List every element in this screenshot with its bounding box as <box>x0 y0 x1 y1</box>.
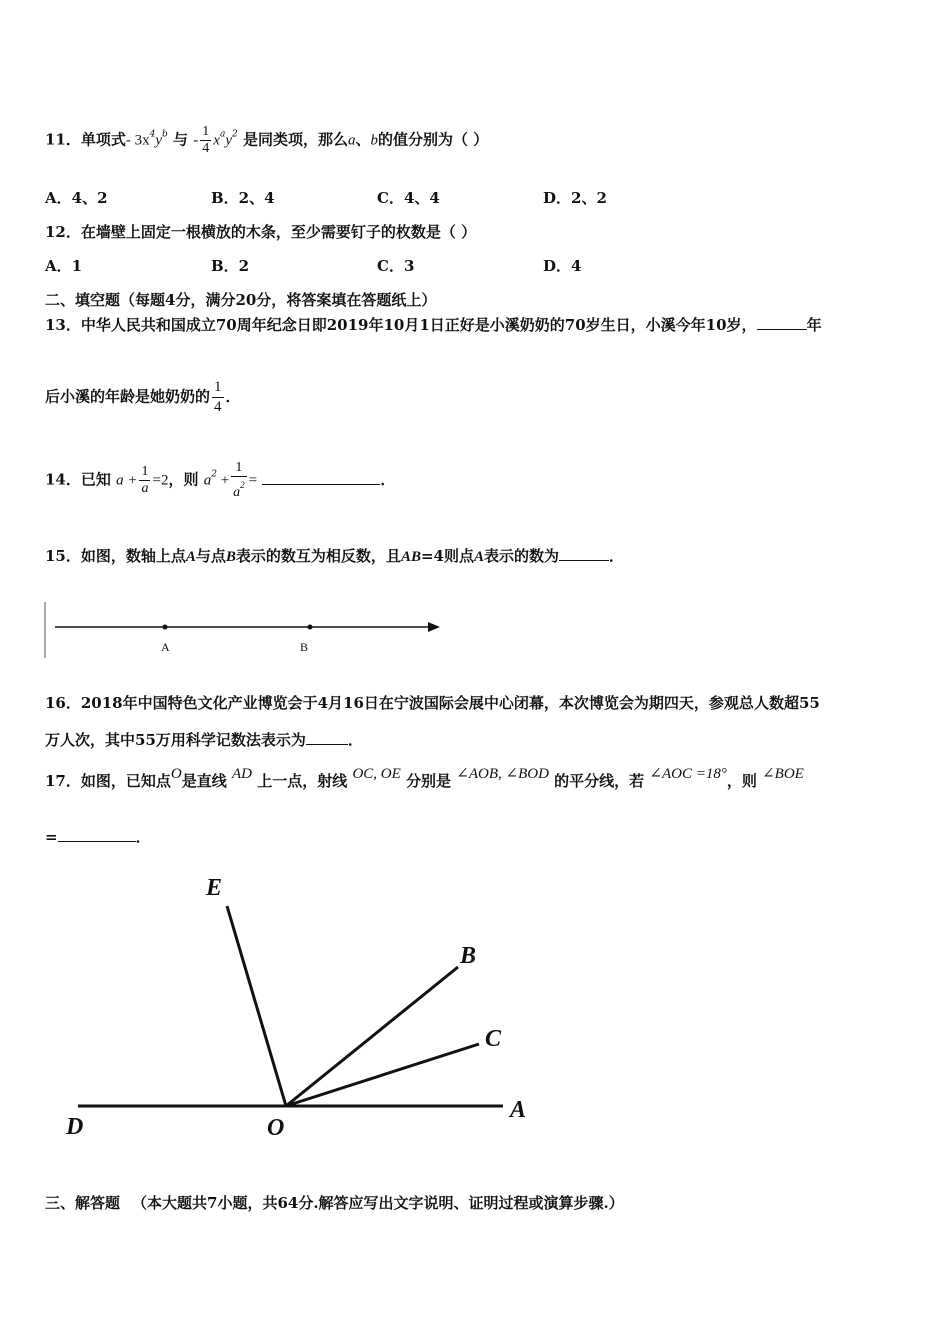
section3-note: （本大题共7小题，共64分.解答应写出文字说明、证明过程或演算步骤.） <box>132 1194 624 1212</box>
section3-heading <box>45 1192 624 1213</box>
q16-text2: 万人次，其中55万用科学记数法表示为 <box>45 731 306 749</box>
q14-eq2-fraction <box>231 460 247 501</box>
q11-option-c[interactable]: C．4、4 <box>377 189 440 207</box>
q14-text-given: 14．已知 <box>45 470 111 489</box>
q14-eq2-numerator: 1 <box>235 460 243 475</box>
q11-frac-numerator: 1 <box>202 124 210 139</box>
q14-eq2-equals: = <box>248 472 258 489</box>
q14-line <box>45 460 395 501</box>
q17-text3: 上一点，射线 <box>257 772 348 790</box>
q13-frac-numerator: 1 <box>214 379 222 395</box>
q17-point-o: O <box>170 766 182 782</box>
q17-line2 <box>45 826 151 847</box>
q15-text2: 与点 <box>195 547 226 565</box>
q17-text4: 分别是 <box>406 772 452 790</box>
q15-label-b: B <box>300 640 309 654</box>
q11-options <box>45 187 905 207</box>
q14-eq2-denominator: a <box>233 485 241 500</box>
q14-eq2-a: a <box>203 472 212 489</box>
q12-option-b[interactable]: B．2 <box>211 257 250 275</box>
q14-eq1-a: a + <box>116 472 138 489</box>
q15-answer-blank[interactable] <box>559 546 609 561</box>
q15-text1: 15．如图，数轴上点 <box>45 547 186 565</box>
q13-text-year: 年 <box>806 316 822 334</box>
q14-eq1-rhs: =2 <box>152 472 169 489</box>
q17-asked-angle: ∠BOE <box>762 766 804 782</box>
q13-fraction <box>212 378 224 417</box>
q17-text6: ，则 <box>726 772 757 790</box>
q11-option-b[interactable]: B．2、4 <box>211 189 275 207</box>
q13-answer-blank[interactable] <box>757 315 807 330</box>
q17-line-ad: AD <box>231 766 252 782</box>
q17-label-c: C <box>485 1026 502 1052</box>
q11-text-question: 的值分别为（ ） <box>378 130 489 149</box>
q17-label-o: O <box>267 1115 285 1141</box>
q17-answer-blank[interactable] <box>58 827 136 842</box>
q15-label-a: A <box>161 640 170 654</box>
q12-option-d[interactable]: D．4 <box>543 257 582 275</box>
q11-separator: 、 <box>355 130 371 149</box>
q11-monomial2-var-x: x <box>213 132 220 149</box>
q14-eq1-denominator: a <box>141 481 149 496</box>
q17-ray-ob <box>286 967 458 1106</box>
q13-text: 13．中华人民共和国成立70周年纪念日即2019年10月1日正好是小溪奶奶的70岁生日，小溪今年10岁， <box>45 316 757 334</box>
q16-period: ． <box>347 731 363 749</box>
q12-text: 12．在墙壁上固定一根横放的木条，至少需要钉子的枚数是（ ） <box>45 223 477 241</box>
q15-text3: 表示的数互为相反数，且 <box>235 547 401 565</box>
q17-ray-oc <box>286 1044 479 1106</box>
q15-line <box>45 545 624 566</box>
q17-label-b: B <box>460 943 477 969</box>
q15-number-line-arrow <box>428 622 440 632</box>
q17-label-e: E <box>206 875 223 901</box>
q11-monomial2-var-y: y <box>225 132 233 149</box>
q15-point-a: A <box>185 549 196 565</box>
q14-period: ． <box>380 470 396 489</box>
q13-text-continued: 后小溪的年龄是她奶奶的 <box>45 387 211 406</box>
q15-point-b: B <box>225 549 236 565</box>
q17-angles: ∠AOB, ∠BOD <box>456 766 549 782</box>
q11-frac-denominator: 4 <box>202 141 210 156</box>
q17-period: ． <box>135 828 151 846</box>
q14-eq2-plus: + <box>216 472 230 489</box>
q11-text-monomial: 单项式 <box>80 130 126 149</box>
q17-ray-oe <box>227 906 286 1106</box>
q11-monomial2-exp-x: a <box>219 129 226 140</box>
q14-eq1-numerator: 1 <box>141 464 149 479</box>
q11-var-b: b <box>370 132 379 149</box>
q15-point-a-again: A <box>473 549 484 565</box>
q11-monomial1-exp-x: 4 <box>149 129 156 140</box>
section2-heading: 二、填空题（每题4分，满分20分，将答案填在答题纸上） <box>45 291 437 309</box>
q12-option-c[interactable]: C．3 <box>377 257 415 275</box>
q17-text2: 是直线 <box>181 772 227 790</box>
q11-monomial2-exp-y: 2 <box>232 129 238 140</box>
q14-eq1-fraction <box>139 464 150 497</box>
q17-text5: 的平分线，若 <box>554 772 645 790</box>
q17-rays: OC, OE <box>352 766 401 782</box>
q17-given-angle: ∠AOC =18° <box>649 766 727 782</box>
q16-line1: 16．2018年中国特色文化产业博览会于4月16日在宁波国际会展中心闭幕，本次博览会为期四天，参观总人数超55 <box>45 694 820 712</box>
q15-number-line-figure <box>40 598 460 664</box>
section3-title: 三、解答题 <box>45 1194 121 1212</box>
q13-period: ． <box>225 387 241 406</box>
q17-equals: = <box>45 828 58 846</box>
q13-frac-denominator: 4 <box>214 399 222 415</box>
q16-answer-blank[interactable] <box>306 730 348 745</box>
q15-point-a-dot <box>163 625 168 630</box>
q13-line2 <box>45 378 241 417</box>
q15-text5: 表示的数为 <box>483 547 559 565</box>
q15-segment-ab: AB <box>400 549 421 565</box>
q17-angle-figure <box>0 860 560 1150</box>
q11-number: 11． <box>45 130 81 149</box>
q12-options <box>45 255 905 275</box>
q11-monomial2-fraction <box>200 124 211 157</box>
q11-line <box>45 124 488 157</box>
q13-line1 <box>45 314 822 335</box>
q17-line1 <box>45 766 804 791</box>
q11-option-a[interactable]: A．4、2 <box>45 189 108 207</box>
q15-period: ． <box>609 547 625 565</box>
q11-monomial1-coef: - 3x <box>125 132 150 149</box>
q14-text-then: ，则 <box>168 470 199 489</box>
q11-var-a: a <box>348 132 356 149</box>
q15-text4: =4则点 <box>420 547 474 565</box>
q14-eq2-exp: 2 <box>211 469 217 480</box>
q17-label-d: D <box>66 1114 84 1140</box>
q12-option-a[interactable]: A．1 <box>45 257 83 275</box>
q17-label-a: A <box>510 1097 527 1123</box>
q17-text1: 17．如图，已知点 <box>45 772 171 790</box>
q14-eq2-denominator-exp: 2 <box>240 480 245 490</box>
q14-answer-blank[interactable] <box>262 470 380 485</box>
q11-text-and: 与 <box>173 130 189 149</box>
q11-text-similar: 是同类项，那么 <box>242 130 348 149</box>
q11-monomial1-var-y: y <box>155 132 163 149</box>
q11-monomial1-exp-y: b <box>162 129 168 140</box>
q11-monomial2-sign: - <box>193 132 199 149</box>
q11-option-d[interactable]: D．2、2 <box>543 189 607 207</box>
q16-line2 <box>45 729 363 750</box>
q15-point-b-dot <box>308 625 313 630</box>
